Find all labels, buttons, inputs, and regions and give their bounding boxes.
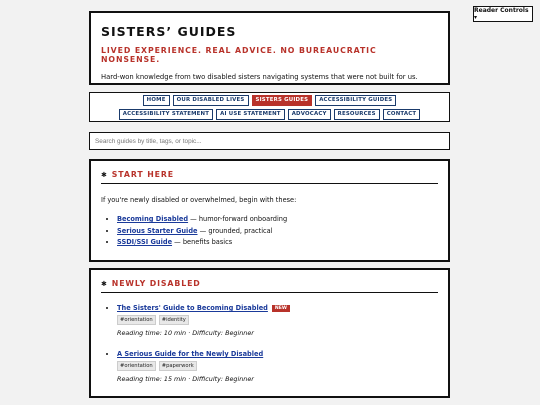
nav-resources[interactable]: RESOURCES: [334, 109, 380, 120]
link-description: — humor-forward onboarding: [190, 215, 288, 223]
nav-home[interactable]: HOME: [143, 95, 170, 106]
site-intro: Hard-won knowledge from two disabled sisters navigating systems that were not built for us.: [101, 73, 418, 81]
link-ssdi-ssi-guide[interactable]: SSDI/SSI Guide: [117, 238, 173, 246]
search-input[interactable]: Search guides by title, tags, or topic...: [89, 132, 450, 150]
reader-controls-button[interactable]: Reader Controls ▾: [473, 6, 533, 22]
nav-accessibility-guides[interactable]: ACCESSIBILITY GUIDES: [315, 95, 396, 106]
tag[interactable]: #orientation: [117, 315, 156, 325]
newly-disabled-heading: [101, 279, 438, 293]
start-here-title: START HERE: [111, 170, 174, 179]
guide-link-becoming-disabled[interactable]: • The Sisters' Guide to Becoming Disabled: [117, 304, 268, 312]
start-here-heading: [101, 170, 438, 184]
link-description: — benefits basics: [174, 238, 233, 246]
nav-contact[interactable]: CONTACT: [383, 109, 421, 120]
guide-link-serious-guide[interactable]: • A Serious Guide for the Newly Disabled: [117, 350, 264, 358]
guide-item: [117, 350, 438, 383]
guide-list: [101, 304, 438, 383]
list-item: [117, 226, 438, 238]
tag[interactable]: #paperwork: [159, 361, 197, 371]
site-tagline: LIVED EXPERIENCE. REAL ADVICE. NO BUREAUCRATIC NONSENSE.: [101, 46, 377, 64]
guide-title-row: [117, 350, 438, 358]
site-title: SISTERS’ GUIDES: [101, 24, 237, 39]
guide-title-row: [117, 304, 438, 312]
list-item: [117, 237, 438, 249]
guide-item: [117, 304, 438, 337]
guide-meta: Reading time: 10 min · Difficulty: Beginner: [117, 329, 254, 337]
start-here-intro: If you're newly disabled or overwhelmed, begin with these:: [101, 196, 297, 204]
tag[interactable]: #orientation: [117, 361, 156, 371]
newly-disabled-section: [89, 268, 450, 398]
link-description: — grounded, practical: [199, 226, 273, 235]
newly-disabled-title: NEWLY DISABLED: [111, 279, 201, 288]
nav-sisters-guides[interactable]: SISTERS GUIDES: [252, 95, 313, 106]
nav-our-disabled-lives[interactable]: OUR DISABLED LIVES: [173, 95, 249, 106]
asterisk-icon: ✱: [101, 279, 108, 288]
nav-accessibility-statement[interactable]: ACCESSIBILITY STATEMENT: [119, 109, 213, 120]
asterisk-icon: ✱: [101, 170, 108, 179]
guide-meta: Reading time: 15 min · Difficulty: Beginner: [117, 375, 254, 383]
new-badge: NEW: [272, 305, 290, 312]
guide-tags: [117, 315, 438, 325]
guide-tags: [117, 361, 438, 371]
nav-advocacy[interactable]: ADVOCACY: [288, 109, 331, 120]
main-nav: [89, 92, 450, 122]
tag[interactable]: #identity: [159, 315, 189, 325]
site-header: [89, 11, 450, 85]
start-here-list: [101, 214, 438, 249]
start-here-section: [89, 159, 450, 262]
nav-ai-use-statement[interactable]: AI USE STATEMENT: [216, 109, 285, 120]
link-serious-starter-guide[interactable]: Serious Starter Guide: [117, 226, 198, 235]
link-becoming-disabled[interactable]: Becoming Disabled: [117, 215, 189, 223]
list-item: [117, 214, 438, 226]
